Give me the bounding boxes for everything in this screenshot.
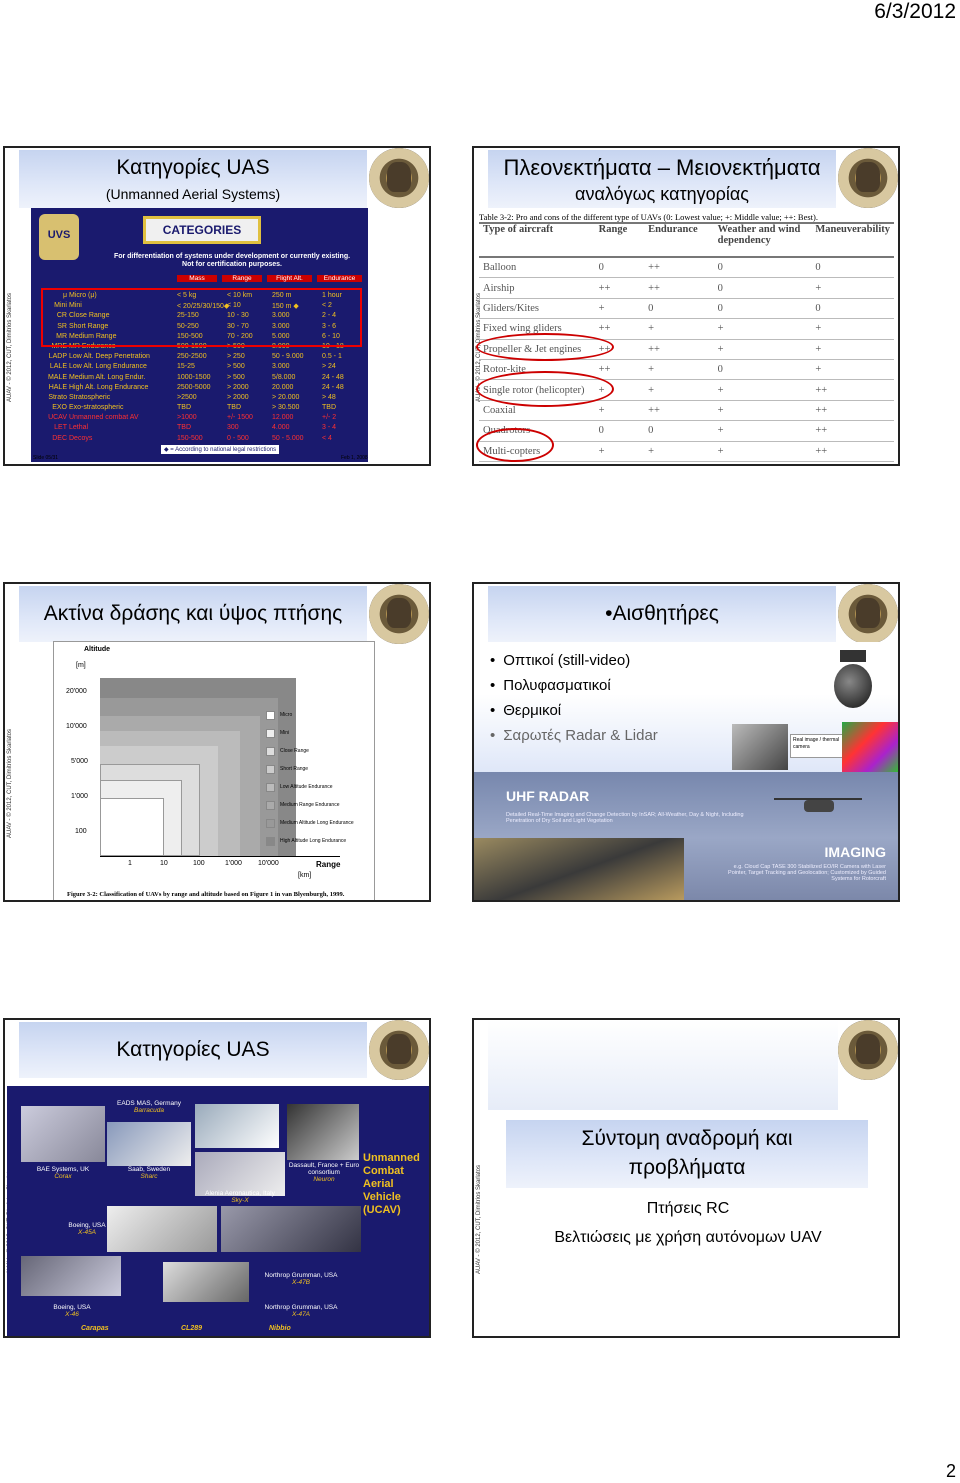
category-cell: Decoys xyxy=(69,434,93,442)
table-caption: Table 3-2: Pro and cons of the different type of UAVs (0: Lowest value; +: Middle value; ++: Best). xyxy=(479,212,818,222)
category-cell: 250 m xyxy=(272,292,292,299)
legend-label: Medium Range Endurance xyxy=(280,802,340,808)
category-cell: 50-250 xyxy=(177,322,199,330)
legend-swatch xyxy=(266,819,275,828)
category-row xyxy=(43,363,363,373)
side-label: AUAV - © 2012, CUT, Dimitrios Skarlatos xyxy=(7,728,13,838)
sensor-photo xyxy=(732,724,788,770)
col-endurance: Endurance xyxy=(644,223,714,257)
uav-name: Carapas xyxy=(81,1325,109,1332)
highlight-circle xyxy=(476,333,614,361)
categories-panel xyxy=(31,208,368,462)
table-row xyxy=(479,278,894,298)
category-cell: EXO xyxy=(52,404,67,412)
category-row xyxy=(43,384,363,394)
table-cell: + xyxy=(714,380,812,400)
university-seal-icon xyxy=(838,1020,898,1080)
category-cell: 5.000 xyxy=(272,332,290,340)
uav-photo xyxy=(107,1122,191,1166)
category-cell: > 48 xyxy=(322,393,336,401)
table-cell: 0 xyxy=(811,257,894,278)
category-cell: Stratospheric xyxy=(69,393,111,401)
table-cell: Fixed wing gliders xyxy=(479,319,595,339)
uav-photo xyxy=(221,1206,361,1252)
category-cell: 10 - 30 xyxy=(227,312,249,320)
y-tick: 1'000 xyxy=(71,793,88,800)
category-cell: > 500 xyxy=(227,373,245,381)
legend-item xyxy=(266,706,374,724)
category-cell: LALE xyxy=(49,363,67,371)
table-cell: + xyxy=(644,319,714,339)
category-cell: < 4 xyxy=(322,434,332,442)
slide-title: Πλεονεκτήματα – Μειονεκτήματα xyxy=(503,155,821,180)
category-cell: < 10 km xyxy=(227,292,253,299)
slide-subtitle: αναλόγως κατηγορίας xyxy=(575,184,749,204)
category-cell: MR Endurance xyxy=(69,342,116,350)
lidar-heatmap xyxy=(842,722,898,772)
table-cell: 0 xyxy=(811,298,894,318)
category-cell: 15-25 xyxy=(177,363,195,371)
legend-label: High Altitude Long Endurance xyxy=(280,838,347,844)
category-cell: Unmanned combat AV xyxy=(69,414,139,422)
table-cell: Single rotor (helicopter) xyxy=(479,380,595,400)
chart-legend xyxy=(266,706,374,850)
table-cell: 0 xyxy=(595,257,644,278)
legend-item xyxy=(266,832,374,850)
university-seal-icon xyxy=(369,148,429,208)
table-cell: 0 xyxy=(644,421,714,441)
category-cell: 24 - 48 xyxy=(322,373,344,381)
category-cell: 0.5 - 1 xyxy=(322,353,342,361)
table-cell: 0 xyxy=(714,278,812,298)
category-cell: 20.000 xyxy=(272,383,294,391)
sensor-list xyxy=(490,652,658,752)
category-cell: Micro (μ) xyxy=(69,292,97,299)
slide-title: Κατηγορίες UAS xyxy=(116,1038,270,1061)
side-label: AUAV - © 2012, CUT, Dimitrios Skarlatos xyxy=(476,292,482,402)
table-cell: + xyxy=(644,441,714,461)
table-cell: ++ xyxy=(811,441,894,461)
col-mass: Mass xyxy=(177,275,217,282)
category-cell: +/- 2 xyxy=(322,414,337,422)
category-cell: 8.000 xyxy=(272,342,290,350)
table-cell: 0 xyxy=(714,257,812,278)
col-weather: Weather and wind dependency xyxy=(714,223,812,257)
table-cell: 0 xyxy=(714,359,812,379)
category-cell: 0 - 500 xyxy=(227,434,249,442)
table-cell: ++ xyxy=(811,400,894,420)
legend-item xyxy=(266,742,374,760)
university-seal-icon xyxy=(369,1020,429,1080)
category-row xyxy=(43,394,363,404)
category-cell: 150 m ◆ xyxy=(272,303,299,311)
category-cell: Low Alt. Deep Penetration xyxy=(69,353,150,361)
category-cell: > 24 xyxy=(322,363,336,371)
university-seal-icon xyxy=(838,148,898,208)
uav-caption: Saab, Sweden Sharc xyxy=(127,1166,171,1180)
category-cell: Low Alt. Long Endurance xyxy=(69,363,147,371)
table-cell: + xyxy=(595,380,644,400)
uav-photo xyxy=(195,1104,279,1148)
category-cell: TBD xyxy=(322,404,336,412)
col-maneuverability: Maneuverability xyxy=(811,223,894,257)
category-cell: TBD xyxy=(177,404,191,412)
uav-caption: Alenia Aeronautica, Italy Sky-X xyxy=(205,1190,275,1204)
table-cell: + xyxy=(714,441,812,461)
category-cell: 300 xyxy=(227,424,239,432)
table-cell: 0 xyxy=(714,298,812,318)
table-cell: + xyxy=(714,400,812,420)
category-cell: Mini xyxy=(69,302,82,310)
table-cell: Gliders/Kites xyxy=(479,298,595,318)
category-cell: 1 hour xyxy=(322,292,342,299)
category-cell: MALE xyxy=(47,373,67,381)
slide-background xyxy=(488,1020,838,1110)
university-seal-icon xyxy=(838,584,898,644)
imaging-text: e.g. Cloud Cap TASE 300 Stabilized EO/IR Camera with Laser Pointer, Target Tracking and Geolocation; Customized by Guided Systems for Rotorcraft xyxy=(728,864,886,882)
category-cell: 150-500 xyxy=(177,332,203,340)
categories-note-1: For differentiation of systems under development or currently existing. xyxy=(113,253,351,260)
col-type: Type of aircraft xyxy=(479,223,595,257)
table-cell: ++ xyxy=(595,359,644,379)
table-cell: ++ xyxy=(644,278,714,298)
category-cell: < 20/25/30/150◆ xyxy=(177,303,230,311)
category-cell: TBD xyxy=(227,404,241,412)
ucav-label: Unmanned Combat Aerial Vehicle (UCAV) xyxy=(363,1152,420,1216)
page-number: 2 xyxy=(945,1461,956,1481)
highlight-circle xyxy=(476,371,614,407)
uav-photo xyxy=(287,1104,359,1160)
table-cell: + xyxy=(644,380,714,400)
category-cell: 50 - 5.000 xyxy=(272,434,304,442)
table-cell: + xyxy=(714,339,812,359)
slide-number: Slide 05/31 xyxy=(33,455,59,461)
col-altitude: Flight Alt. xyxy=(267,275,312,282)
slide-uas-categories-table[interactable] xyxy=(3,146,431,466)
col-range: Range xyxy=(595,223,644,257)
y-tick: 100 xyxy=(75,828,87,835)
category-cell: MRE xyxy=(51,342,67,350)
category-cell: MR xyxy=(56,332,67,340)
table-cell: ++ xyxy=(811,421,894,441)
categories-banner: CATEGORIES xyxy=(143,216,261,244)
category-cell: LADP xyxy=(48,353,67,361)
category-cell: 250-2500 xyxy=(177,353,207,361)
legend-item xyxy=(266,724,374,742)
category-cell: 50 - 9.000 xyxy=(272,353,304,361)
y-tick: 10'000 xyxy=(66,723,87,730)
category-cell: 1000-1500 xyxy=(177,373,211,381)
y-tick: 5'000 xyxy=(71,758,88,765)
uav-photo xyxy=(21,1106,105,1162)
table-cell: Propeller & Jet engines xyxy=(479,339,595,359)
category-cell: 25-150 xyxy=(177,312,199,320)
slide-pros-cons[interactable] xyxy=(472,146,900,466)
table-cell: Coaxial xyxy=(479,400,595,420)
category-cell: > 30.500 xyxy=(272,404,300,412)
category-cell: 3.000 xyxy=(272,363,290,371)
legend-label: Mini xyxy=(280,730,290,736)
legend-swatch xyxy=(266,765,275,774)
slide-title: •Αισθητήρες xyxy=(605,602,719,625)
category-cell: 4.000 xyxy=(272,424,290,432)
category-cell: > 500 xyxy=(227,342,245,350)
uav-photo xyxy=(163,1262,249,1302)
slide-line-2: Βελτιώσεις με χρήση αυτόνομων UAV xyxy=(554,1229,822,1246)
legal-footnote: ◆ = According to national legal restrictions xyxy=(161,445,279,454)
category-cell: > 20.000 xyxy=(272,393,300,401)
category-cell: +/- 1500 xyxy=(227,414,253,422)
category-row xyxy=(43,404,363,414)
category-row xyxy=(43,414,363,424)
category-cell: DEC xyxy=(52,434,67,442)
x-axis-title: Range xyxy=(316,860,341,869)
table-row xyxy=(479,298,894,318)
category-cell: Strato xyxy=(48,393,67,401)
aircraft-photo xyxy=(474,838,684,902)
category-cell: < 10 xyxy=(227,302,241,310)
table-cell: + xyxy=(811,339,894,359)
x-tick: 1'000 xyxy=(225,860,242,867)
legend-label: Close Range xyxy=(280,748,309,754)
table-cell: 0 xyxy=(644,298,714,318)
slide-title: Ακτίνα δράσης και ύψος πτήσης xyxy=(43,602,343,625)
radar-title: UHF RADAR xyxy=(506,788,590,804)
category-cell: UCAV xyxy=(48,414,67,422)
category-cell: 500-1500 xyxy=(177,342,207,350)
legend-swatch xyxy=(266,783,275,792)
table-cell: ++ xyxy=(644,257,714,278)
category-cell: >2500 xyxy=(177,393,197,401)
category-cell: CR xyxy=(56,312,67,320)
category-cell: 3 - 6 xyxy=(322,322,337,330)
category-cell: SR xyxy=(57,322,67,330)
slide-line-1: Πτήσεις RC xyxy=(646,1200,730,1217)
legend-item xyxy=(266,778,374,796)
legend-label: Medium Altitude Long Endurance xyxy=(280,820,354,826)
category-cell: 2500-5000 xyxy=(177,383,211,391)
slide-range-altitude[interactable] xyxy=(3,582,431,902)
table-cell: Airship xyxy=(479,278,595,298)
category-cell: Mini xyxy=(54,302,67,310)
category-cell: High Alt. Long Endurance xyxy=(69,383,149,391)
table-cell: 0 xyxy=(595,421,644,441)
table-cell: + xyxy=(595,400,644,420)
table-cell: Multi-copters xyxy=(479,441,595,461)
table-cell: + xyxy=(811,278,894,298)
col-endurance: Endurance xyxy=(317,275,362,282)
category-cell: 5/8.000 xyxy=(272,373,296,381)
category-cell: Exo-stratospheric xyxy=(69,404,124,412)
category-cell: 6 - 10 xyxy=(322,332,340,340)
category-cell: TBD xyxy=(177,424,191,432)
legend-swatch xyxy=(266,837,275,846)
table-cell: ++ xyxy=(644,400,714,420)
legend-item xyxy=(266,814,374,832)
uav-name: CL289 xyxy=(181,1325,203,1332)
uav-caption: EADS MAS, Germany Barracuda xyxy=(117,1100,181,1114)
category-cell: μ xyxy=(62,292,67,299)
table-cell: + xyxy=(714,319,812,339)
category-cell: 10 - 18 xyxy=(322,342,344,350)
uav-name: Nibbio xyxy=(269,1325,291,1332)
slide-subtitle: (Unmanned Aerial Systems) xyxy=(105,186,281,202)
legend-swatch xyxy=(266,801,275,810)
table-row xyxy=(479,257,894,278)
category-row xyxy=(43,424,363,434)
category-cell: Close Range xyxy=(69,312,110,320)
category-row xyxy=(43,435,363,445)
table-cell: + xyxy=(595,441,644,461)
category-cell: > 2000 xyxy=(227,383,249,391)
radar-imaging-banner xyxy=(474,772,900,902)
uav-caption: Northrop Grumman, USA X-47B xyxy=(264,1272,338,1286)
x-tick: 1 xyxy=(128,860,132,867)
sensor-item: • Πολυφασματικοί xyxy=(490,677,658,702)
category-cell: 150-500 xyxy=(177,434,203,442)
category-cell: LET xyxy=(54,424,67,432)
category-cell: >1000 xyxy=(177,414,197,422)
x-tick: 100 xyxy=(193,860,205,867)
table-cell: + xyxy=(811,319,894,339)
category-cell: > 500 xyxy=(227,363,245,371)
sensor-item: • Θερμικοί xyxy=(490,702,658,727)
y-axis-unit: [m] xyxy=(76,662,86,669)
thermal-inset: Real image / thermal camera xyxy=(790,734,844,758)
table-cell: + xyxy=(644,359,714,379)
category-row xyxy=(43,374,363,384)
category-cell: 2 - 4 xyxy=(322,312,337,320)
category-cell: 3.000 xyxy=(272,312,290,320)
sensor-item: • Σαρωτές Radar & Lidar xyxy=(490,727,658,752)
figure-caption: Figure 3-2: Classification of UAVs by range and altitude based on Figure 1 in van Blyenburgh, 1999. xyxy=(67,891,345,898)
slide-sensors[interactable] xyxy=(472,582,900,902)
category-cell: 3.000 xyxy=(272,322,290,330)
table-cell: ++ xyxy=(644,339,714,359)
y-tick: 20'000 xyxy=(66,688,87,695)
uav-caption: Boeing, USA X-46 xyxy=(53,1304,91,1318)
highlight-box xyxy=(41,288,362,347)
ucav-collage xyxy=(7,1086,431,1336)
category-cell: Lethal xyxy=(69,424,89,432)
slide-title: Σύντομη αναδρομή και προβλήματα xyxy=(581,1127,793,1179)
uav-photo xyxy=(21,1256,121,1296)
uav-caption: Dassault, France + Euro consortium Neuron xyxy=(288,1162,360,1183)
category-cell: 3 - 4 xyxy=(322,424,337,432)
category-cell: Medium Range xyxy=(69,332,117,340)
category-cell: 12.000 xyxy=(272,414,294,422)
legend-swatch xyxy=(266,729,275,738)
page-date: 6/3/2012 xyxy=(874,0,956,23)
table-cell: + xyxy=(811,359,894,379)
side-label: AUAV - © 2012, CUT, Dimitrios Skarlatos xyxy=(7,292,13,402)
legend-label: Micro xyxy=(280,712,293,718)
camera-gimbal-icon xyxy=(830,650,876,712)
uav-caption: Northrop Grumman, USA X-47A xyxy=(264,1304,338,1318)
radar-text: Detailed Real-Time Imaging and Change Detection by InSAR; All-Weather, Day & Night, Including Penetration of Dry Soil and Light Vegetation xyxy=(506,812,744,824)
col-range: Range xyxy=(222,275,262,282)
slide-history-problems[interactable] xyxy=(472,1018,900,1338)
legend-item xyxy=(266,760,374,778)
category-cell: > 2000 xyxy=(227,393,249,401)
highlight-circle xyxy=(476,428,554,462)
x-tick: 10'000 xyxy=(258,860,279,867)
category-cell: 24 - 48 xyxy=(322,383,344,391)
slide-title: Κατηγορίες UAS xyxy=(116,156,270,179)
table-cell: ++ xyxy=(595,319,644,339)
table-cell: Rotor-kite xyxy=(479,359,595,379)
x-axis-line xyxy=(100,856,340,857)
legend-item xyxy=(266,796,374,814)
table-cell: + xyxy=(714,421,812,441)
category-cell: Short Range xyxy=(69,322,109,330)
categories-note-2: Not for certification purposes. xyxy=(182,261,282,268)
table-cell: Quadrotors xyxy=(479,421,595,441)
uav-caption: BAE Systems, UK Corax xyxy=(36,1166,90,1180)
x-axis-unit: [km] xyxy=(298,872,312,879)
uvs-logo-icon: UVS xyxy=(39,214,79,260)
legend-label: Low Altitude Endurance xyxy=(280,784,333,790)
legend-swatch xyxy=(266,747,275,756)
university-seal-icon xyxy=(369,584,429,644)
category-cell: < 2 xyxy=(322,302,332,310)
sensor-item: • Οπτικοί (still-video) xyxy=(490,652,658,677)
category-row xyxy=(43,353,363,363)
x-tick: 10 xyxy=(160,860,168,867)
table-cell: ++ xyxy=(811,380,894,400)
legend-label: Short Range xyxy=(280,766,309,772)
imaging-title: IMAGING xyxy=(824,844,886,860)
table-cell: ++ xyxy=(595,339,644,359)
slide-date: Feb 1, 2008 xyxy=(341,455,368,461)
category-cell: > 250 xyxy=(227,353,245,361)
slide-ucav[interactable] xyxy=(3,1018,431,1338)
y-axis-title: Altitude xyxy=(84,646,111,653)
range-altitude-figure xyxy=(53,641,375,901)
legend-swatch xyxy=(266,711,275,720)
side-label: AUAV - © 2012, CUT, Dimitrios Skarlatos xyxy=(476,1164,482,1274)
category-cell: Medium Alt. Long Endur. xyxy=(69,373,146,381)
category-cell: < 5 kg xyxy=(177,292,197,299)
helicopter-uav-icon xyxy=(774,792,862,814)
category-cell: 30 - 70 xyxy=(227,322,249,330)
category-cell: HALE xyxy=(48,383,67,391)
category-cell: 70 - 200 xyxy=(227,332,253,340)
table-cell: ++ xyxy=(595,278,644,298)
table-cell: + xyxy=(595,298,644,318)
uav-caption: Boeing, USA X-45A xyxy=(68,1222,106,1236)
table-cell: Balloon xyxy=(479,257,595,278)
